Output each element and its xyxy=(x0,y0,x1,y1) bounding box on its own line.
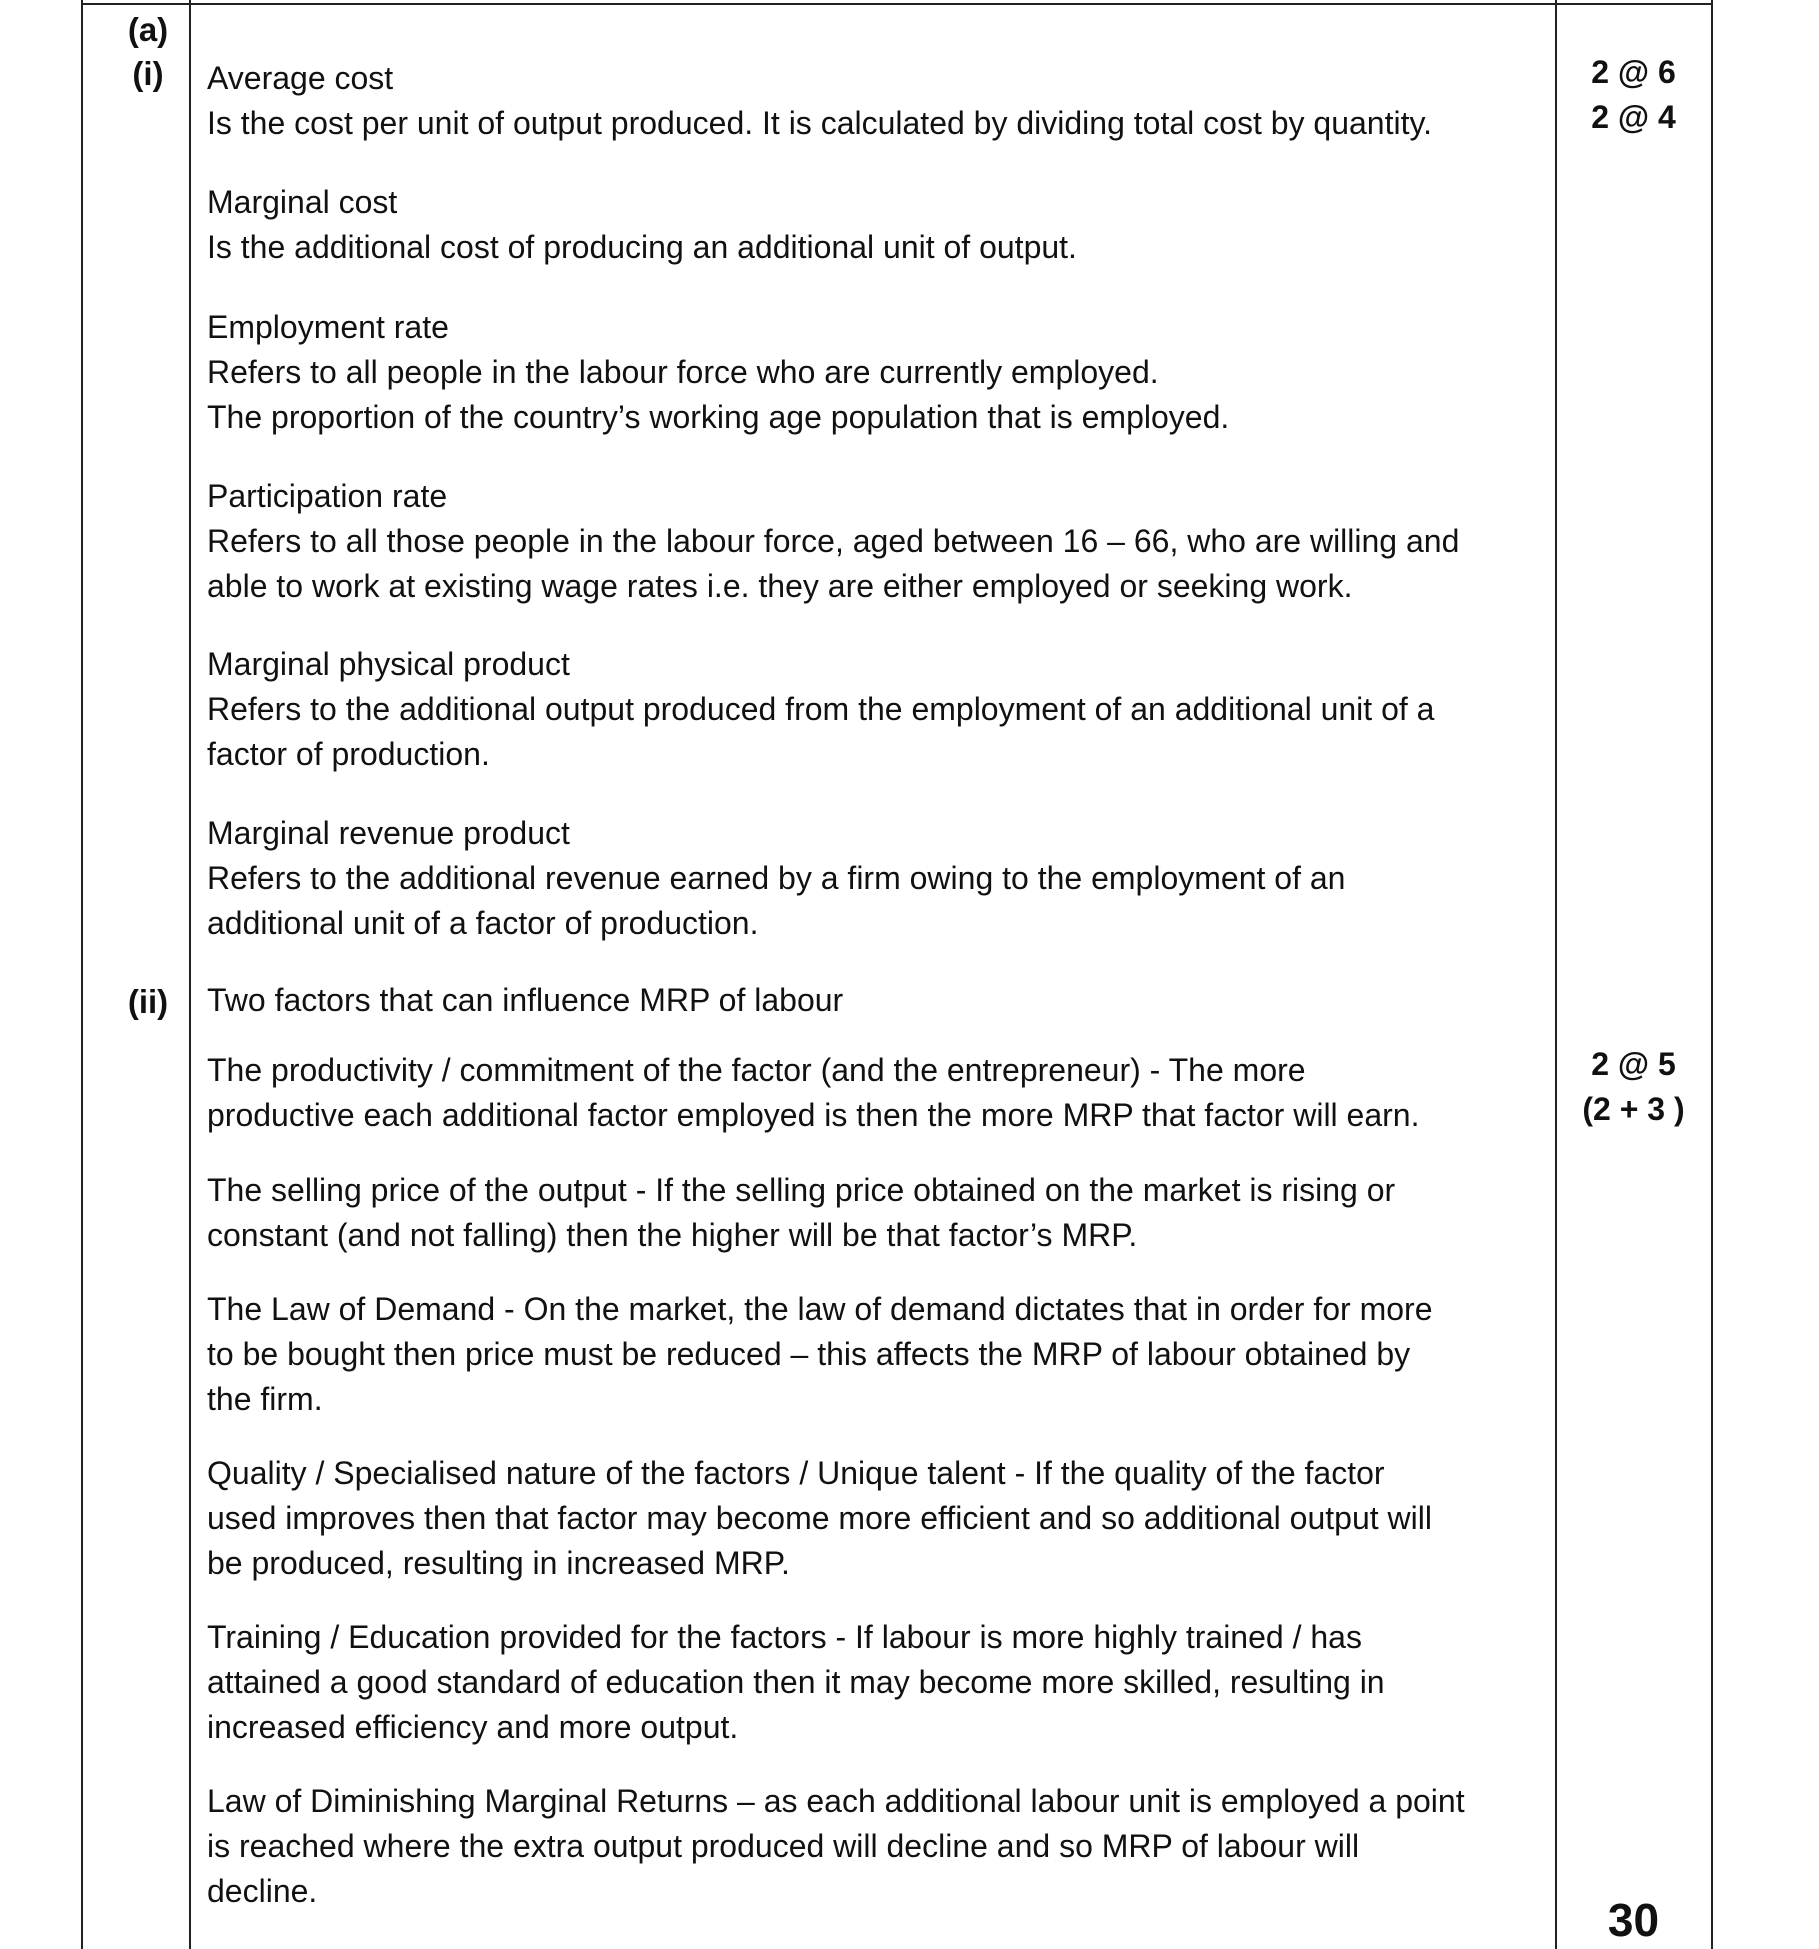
definition-marginal-revenue-product xyxy=(207,811,1552,946)
factor-law-of-demand xyxy=(207,1287,1552,1422)
definition-employment-rate xyxy=(207,305,1552,440)
factor-diminishing-returns xyxy=(207,1779,1552,1914)
definition-term: Participation rate xyxy=(207,478,448,514)
definition-text: Refers to the additional revenue earned by a firm owing to the employment of an xyxy=(207,860,1346,896)
definition-marginal-cost xyxy=(207,180,1552,270)
part-ii-heading: Two factors that can influence MRP of labour xyxy=(207,982,844,1018)
definition-text: additional unit of a factor of production. xyxy=(207,905,759,941)
total-marks: 30 xyxy=(1607,1894,1660,1946)
marks-line: 2 @ 6 xyxy=(1591,54,1676,90)
marks-part-i xyxy=(1558,50,1709,140)
factor-selling-price xyxy=(207,1168,1552,1258)
table-border-left xyxy=(81,0,83,1949)
factor-text: The selling price of the output - If the selling price obtained on the market is rising or xyxy=(207,1172,1396,1208)
factor-text: to be bought then price must be reduced – this affects the MRP of labour obtained by xyxy=(207,1336,1411,1372)
definition-marginal-physical-product xyxy=(207,642,1552,777)
question-label-ii: (ii) xyxy=(127,983,169,1020)
definition-term: Employment rate xyxy=(207,309,449,345)
definition-term: Marginal cost xyxy=(207,184,398,220)
factor-text: increased efficiency and more output. xyxy=(207,1709,739,1745)
factor-text: used improves then that factor may become more efficient and so additional output will xyxy=(207,1500,1432,1536)
table-border-label-column xyxy=(189,0,191,1949)
definition-text: Is the cost per unit of output produced. It is calculated by dividing total cost by quantity. xyxy=(207,105,1432,141)
factor-text: The Law of Demand - On the market, the law of demand dictates that in order for more xyxy=(207,1291,1433,1327)
factor-text: be produced, resulting in increased MRP. xyxy=(207,1545,790,1581)
factor-text: attained a good standard of education then it may become more skilled, resulting in xyxy=(207,1664,1385,1700)
factor-text: productive each additional factor employed is then the more MRP that factor will earn. xyxy=(207,1097,1420,1133)
marks-line: 2 @ 5 xyxy=(1591,1046,1676,1082)
definition-text: factor of production. xyxy=(207,736,490,772)
marks-part-ii xyxy=(1558,1042,1709,1132)
definition-participation-rate xyxy=(207,474,1552,609)
question-label-i: (i) xyxy=(132,55,164,92)
factor-training xyxy=(207,1615,1552,1750)
question-label-a: (a) xyxy=(127,11,169,48)
factor-text: Law of Diminishing Marginal Returns – as each additional labour unit is employed a point xyxy=(207,1783,1465,1819)
factor-quality xyxy=(207,1451,1552,1586)
definition-text: able to work at existing wage rates i.e. they are either employed or seeking work. xyxy=(207,568,1353,604)
definition-average-cost xyxy=(207,56,1552,146)
definition-text: Refers to the additional output produced from the employment of an additional unit of a xyxy=(207,691,1435,727)
definition-text: Refers to all those people in the labour force, aged between 16 – 66, who are willing and xyxy=(207,523,1460,559)
factor-text: Quality / Specialised nature of the factors / Unique talent - If the quality of the factor xyxy=(207,1455,1385,1491)
table-border-marks-column xyxy=(1555,0,1557,1949)
factor-text: constant (and not falling) then the higher will be that factor’s MRP. xyxy=(207,1217,1138,1253)
factor-text: Training / Education provided for the factors - If labour is more highly trained / has xyxy=(207,1619,1362,1655)
definition-text: Is the additional cost of producing an additional unit of output. xyxy=(207,229,1077,265)
definition-term: Average cost xyxy=(207,60,394,96)
factor-productivity xyxy=(207,1048,1552,1138)
factor-text: is reached where the extra output produced will decline and so MRP of labour will xyxy=(207,1828,1360,1864)
definition-text: Refers to all people in the labour force who are currently employed. xyxy=(207,354,1159,390)
factor-text: decline. xyxy=(207,1873,318,1909)
table-border-right xyxy=(1711,0,1713,1949)
marks-line: (2 + 3 ) xyxy=(1582,1091,1685,1127)
definition-term: Marginal physical product xyxy=(207,646,570,682)
table-border-top xyxy=(81,3,1713,5)
definition-term: Marginal revenue product xyxy=(207,815,570,851)
definition-text: The proportion of the country’s working age population that is employed. xyxy=(207,399,1230,435)
factor-text: The productivity / commitment of the factor (and the entrepreneur) - The more xyxy=(207,1052,1306,1088)
marks-line: 2 @ 4 xyxy=(1591,99,1676,135)
factor-text: the firm. xyxy=(207,1381,323,1417)
